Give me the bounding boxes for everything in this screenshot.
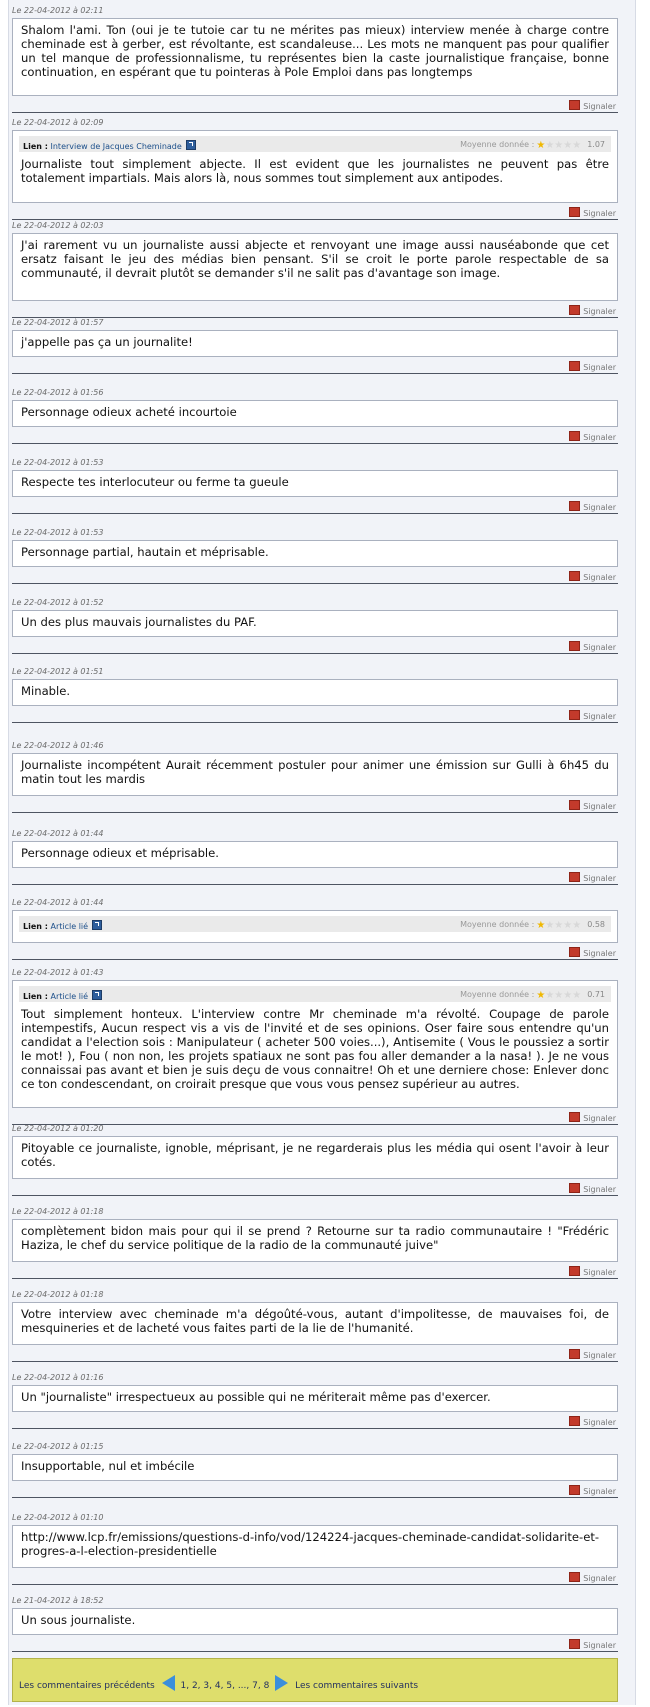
report-icon[interactable] (569, 710, 580, 720)
comment-text: Personnage odieux et méprisable. (21, 846, 219, 860)
comment-date: Le 22-04-2012 à 01:43 (12, 968, 104, 977)
report-icon[interactable] (569, 1416, 580, 1426)
report-button[interactable] (569, 641, 616, 652)
rating-score: 0.58 (587, 920, 605, 929)
arrow-left-icon[interactable] (162, 1675, 175, 1691)
comment-text: Personnage odieux acheté incourtoie (21, 405, 237, 419)
rating-score: 1.07 (587, 140, 605, 149)
report-icon[interactable] (569, 571, 580, 581)
report-button[interactable] (569, 800, 616, 811)
comment-date: Le 22-04-2012 à 02:03 (12, 221, 104, 230)
report-label[interactable]: Signaler (583, 802, 616, 811)
comment-date: Le 22-04-2012 à 01:52 (12, 598, 104, 607)
link-bar (19, 136, 611, 152)
comment-date: Le 22-04-2012 à 01:53 (12, 528, 104, 537)
report-icon[interactable] (569, 100, 580, 110)
article-link[interactable]: Article lié (50, 992, 89, 1001)
comment-date: Le 22-04-2012 à 01:10 (12, 1513, 104, 1522)
comment-divider (12, 219, 618, 220)
star-icon: ★ (536, 140, 546, 151)
comment-divider (12, 373, 618, 374)
comment-date: Le 22-04-2012 à 01:53 (12, 458, 104, 467)
comment-date: Le 21-04-2012 à 18:52 (12, 1596, 104, 1605)
comment-text: Tout simplement honteux. L'interview contre Mr cheminade m'a révolté. Coupage de parole intempestifs, Aucun respect vis a vis de l'invité et de ses opinions. Oser faire sous entendre qu'un candidat a l'election sois : Manipulateur ( acheter 500 voies...), Antisemite ( Vous le poussiez a sortir le mot! ), Fou ( non non, les projets spatiaux ne sont pas fou aller demander a la nasa! ). Je ne vous connaissai pas avant et bien je suis deçu de vous connaitre! Oh et une derniere chose: Enlever donc ce ton condescendant, on croirait presque que vous vous pensez supérieur au autres. (21, 1007, 609, 1091)
rating-label: Moyenne donnée : (460, 990, 535, 999)
article-link[interactable]: Interview de Jacques Cheminade (50, 142, 182, 151)
star-icon: ★ (536, 990, 546, 1001)
comment-text: Pitoyable ce journaliste, ignoble, méprisant, je ne regarderais plus les média qui osent l'avoir à leur cotés. (21, 1141, 609, 1169)
comment-text: complètement bidon mais pour qui il se prend ? Retourne sur ta radio communautaire ! "Frédéric Haziza, le chef du service politique de la radio de la communauté juive" (21, 1224, 609, 1252)
comment-date: Le 22-04-2012 à 01:44 (12, 829, 104, 838)
star-icon: ★ (554, 140, 564, 151)
comment-date: Le 22-04-2012 à 01:44 (12, 898, 104, 907)
comment-divider (12, 722, 618, 723)
comment-date: Le 22-04-2012 à 01:18 (12, 1290, 104, 1299)
link-label: Lien : (23, 142, 48, 151)
page-link[interactable]: 8 (263, 1681, 270, 1691)
link-bar (19, 986, 611, 1002)
report-label[interactable]: Signaler (583, 1114, 616, 1123)
comment-text (13, 933, 617, 941)
report-icon[interactable] (569, 947, 580, 957)
report-icon[interactable] (569, 641, 580, 651)
comment-text: J'ai rarement vu un journaliste aussi abjecte et renvoyant une image aussi nauséabonde que cet ersatz faisant le jeu des médias bien pensant. S'il se croit le porte parole respectable de sa communauté, il devrait plutôt se demander s'il ne salit pas d'avantage son image. (21, 238, 609, 280)
comment-text: Personnage partial, hautain et méprisable. (21, 545, 269, 559)
report-button[interactable] (569, 947, 616, 958)
rating-stars (536, 921, 581, 930)
star-icon: ★ (572, 920, 582, 931)
comment-text: Insupportable, nul et imbécile (21, 1459, 195, 1473)
page-link[interactable]: 3 (203, 1681, 210, 1691)
comment-divider (12, 1361, 618, 1362)
comment-text: Un des plus mauvais journalistes du PAF. (21, 615, 257, 629)
rating-stars (536, 991, 581, 1000)
prev-comments-link[interactable]: Les commentaires précédents (19, 1681, 155, 1691)
comment-box (12, 130, 618, 203)
report-label[interactable]: Signaler (583, 949, 616, 958)
page-ellipsis: ... (237, 1681, 247, 1691)
rating-score: 0.71 (587, 990, 605, 999)
report-label[interactable]: Signaler (583, 363, 616, 372)
report-label[interactable]: Signaler (583, 1641, 616, 1650)
comment-date: Le 22-04-2012 à 02:11 (12, 6, 104, 15)
report-button[interactable] (569, 1639, 616, 1650)
report-label[interactable]: Signaler (583, 1268, 616, 1277)
report-button[interactable] (569, 710, 616, 721)
report-button[interactable] (569, 431, 616, 442)
report-label[interactable]: Signaler (583, 102, 616, 111)
comment-text: Un "journaliste" irrespectueux au possible qui ne mériterait même pas d'exercer. (21, 1390, 491, 1404)
comment-date: Le 22-04-2012 à 01:20 (12, 1124, 104, 1133)
report-icon[interactable] (569, 1572, 580, 1582)
comment-box (12, 1454, 618, 1481)
comment-box (12, 540, 618, 567)
report-label[interactable]: Signaler (583, 1487, 616, 1496)
report-icon[interactable] (569, 431, 580, 441)
star-icon: ★ (572, 140, 582, 151)
report-button[interactable] (569, 1416, 616, 1427)
comment-divider (12, 884, 618, 885)
comment-box (12, 1525, 618, 1568)
report-button[interactable] (569, 501, 616, 512)
comment-divider (12, 812, 618, 813)
report-button[interactable] (569, 207, 616, 218)
star-icon: ★ (554, 920, 564, 931)
comment-box (12, 233, 618, 301)
page-link[interactable]: 1 (180, 1681, 187, 1691)
comment-text: Respecte tes interlocuteur ou ferme ta gueule (21, 475, 289, 489)
external-link-icon[interactable] (92, 990, 102, 1000)
report-label[interactable]: Signaler (583, 573, 616, 582)
report-label[interactable]: Signaler (583, 712, 616, 721)
comment-divider (12, 112, 618, 113)
comment-box (12, 470, 618, 497)
star-icon: ★ (545, 920, 555, 931)
comment-box (12, 18, 618, 96)
page-link[interactable]: 4 (214, 1681, 221, 1691)
report-button[interactable] (569, 361, 616, 372)
comment-box (12, 1385, 618, 1412)
link-label: Lien : (23, 992, 48, 1001)
comment-date: Le 22-04-2012 à 01:16 (12, 1373, 104, 1382)
comment-text: Journaliste incompétent Aurait récemment postuler pour animer une émission sur Gulli à 6h45 du matin tout les mardis (21, 758, 609, 786)
comment-box (12, 330, 618, 357)
rating-label: Moyenne donnée : (460, 920, 535, 929)
report-button[interactable] (569, 872, 616, 883)
report-label[interactable]: Signaler (583, 1185, 616, 1194)
report-icon[interactable] (569, 1266, 580, 1276)
report-label[interactable]: Signaler (583, 1574, 616, 1583)
comment-divider (12, 583, 618, 584)
report-label[interactable]: Signaler (583, 209, 616, 218)
report-icon[interactable] (569, 1112, 580, 1122)
report-icon[interactable] (569, 872, 580, 882)
comment-box (12, 841, 618, 868)
comment-divider (12, 513, 618, 514)
comment-box (12, 753, 618, 796)
external-link-icon[interactable] (186, 140, 196, 150)
comment-divider (12, 1195, 618, 1196)
star-icon: ★ (563, 920, 573, 931)
report-button[interactable] (569, 1572, 616, 1583)
rating-label: Moyenne donnée : (460, 140, 535, 149)
comment-divider (12, 653, 618, 654)
comment-date: Le 22-04-2012 à 02:09 (12, 118, 104, 127)
comment-date: Le 22-04-2012 à 01:18 (12, 1207, 104, 1216)
star-icon: ★ (545, 140, 555, 151)
report-button[interactable] (569, 1266, 616, 1277)
external-link-icon[interactable] (92, 920, 102, 930)
comment-box (12, 1219, 618, 1262)
comment-box (12, 910, 618, 943)
comment-text: Minable. (21, 684, 71, 698)
comment-date: Le 22-04-2012 à 01:57 (12, 318, 104, 327)
comment-text: j'appelle pas ça un journalite! (21, 335, 193, 349)
comment-divider (12, 1428, 618, 1429)
pagination-bar: Les commentaires précédents 1, 2, 3, 4, 5, ..., 7, 8 Les commentaires suivants (12, 1658, 618, 1702)
star-icon: ★ (563, 990, 573, 1001)
report-icon[interactable] (569, 207, 580, 217)
report-icon[interactable] (569, 1639, 580, 1649)
comment-box (12, 400, 618, 427)
next-comments-link[interactable]: Les commentaires suivants (295, 1681, 419, 1691)
article-link[interactable]: Article lié (50, 922, 89, 931)
comment-divider (12, 1584, 618, 1585)
report-icon[interactable] (569, 501, 580, 511)
star-icon: ★ (572, 990, 582, 1001)
comment-divider (12, 1278, 618, 1279)
comment-date: Le 22-04-2012 à 01:56 (12, 388, 104, 397)
report-label[interactable]: Signaler (583, 643, 616, 652)
comment-box (12, 1136, 618, 1179)
page-link[interactable]: 7 (252, 1681, 258, 1691)
star-icon: ★ (536, 920, 546, 931)
comment-box (12, 679, 618, 706)
comment-box (12, 1302, 618, 1345)
report-button[interactable] (569, 1183, 616, 1194)
report-button[interactable] (569, 1112, 616, 1123)
report-icon[interactable] (569, 1485, 580, 1495)
comment-text: Votre interview avec cheminade m'a dégoûté-vous, autant d'impolitesse, de mauvaises foi, de mesquineries et de lacheté vous faites parti de la lie de l'humanité. (21, 1307, 609, 1335)
report-label[interactable]: Signaler (583, 503, 616, 512)
report-label[interactable]: Signaler (583, 1418, 616, 1427)
report-label[interactable]: Signaler (583, 433, 616, 442)
report-icon[interactable] (569, 800, 580, 810)
page-link[interactable]: 2 (191, 1681, 198, 1691)
report-icon[interactable] (569, 305, 580, 315)
comment-box (12, 980, 618, 1108)
star-icon: ★ (545, 990, 555, 1001)
report-icon[interactable] (569, 1183, 580, 1193)
comment-date: Le 22-04-2012 à 01:15 (12, 1442, 104, 1451)
report-button[interactable] (569, 571, 616, 582)
report-label[interactable]: Signaler (583, 307, 616, 316)
arrow-right-icon[interactable] (275, 1675, 288, 1691)
comment-date: Le 22-04-2012 à 01:46 (12, 741, 104, 750)
star-icon: ★ (563, 140, 573, 151)
comment-text: Un sous journaliste. (21, 1613, 136, 1627)
report-icon[interactable] (569, 361, 580, 371)
page-link[interactable]: 5 (226, 1681, 233, 1691)
report-label[interactable]: Signaler (583, 874, 616, 883)
link-label: Lien : (23, 922, 48, 931)
comment-divider (12, 1651, 618, 1652)
report-label[interactable]: Signaler (583, 1351, 616, 1360)
comment-text: Shalom l'ami. Ton (oui je te tutoie car tu ne mérites pas mieux) interview menée à charge contre cheminade est à gerber, est révoltante, est scandaleuse... Les mots ne manquent pas pour qualifier un tel manque de professionnalisme, tu représentes bien la caste journalistique française, bonne continuation, en espérant que tu pointeras à Pole Emploi dans pas longtemps (21, 23, 609, 79)
report-icon[interactable] (569, 1349, 580, 1359)
comment-box (12, 1608, 618, 1635)
comment-box (12, 610, 618, 637)
link-bar (19, 916, 611, 932)
comment-date: Le 22-04-2012 à 01:51 (12, 667, 104, 676)
comment-text: Journaliste tout simplement abjecte. Il est evident que les journalistes ne peuvent pas être totalement impartials. Mais alors là, nous sommes tout simplement aux antipodes. (21, 157, 609, 185)
comment-divider (12, 443, 618, 444)
report-button[interactable] (569, 1485, 616, 1496)
comment-divider (12, 959, 618, 960)
report-button[interactable] (569, 305, 616, 316)
star-icon: ★ (554, 990, 564, 1001)
report-button[interactable] (569, 100, 616, 111)
rating-stars (536, 141, 581, 150)
comment-divider (12, 1497, 618, 1498)
report-button[interactable] (569, 1349, 616, 1360)
comment-text: http://www.lcp.fr/emissions/questions-d-info/vod/124224-jacques-cheminade-candidat-solidarite-et-progres-a-l-election-presidentielle (21, 1530, 600, 1558)
